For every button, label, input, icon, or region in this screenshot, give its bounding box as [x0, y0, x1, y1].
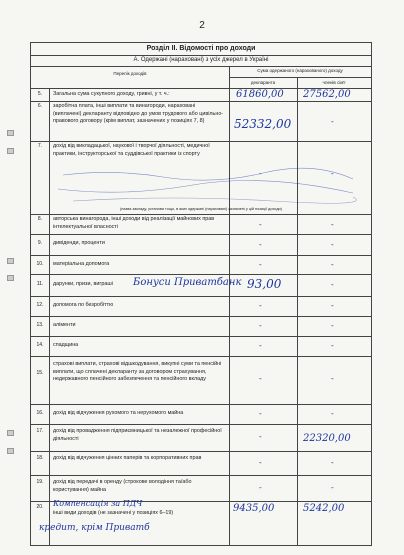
family-amount: 5242,00 [303, 503, 345, 514]
declarant-amount: - [259, 409, 262, 418]
declarant-amount: - [259, 374, 262, 383]
income-row-12 [31, 296, 371, 316]
institution-note: (назва закладу, установи тощо, в яких одержані (нараховані) зазначені у цій позиції доходи) [120, 207, 282, 211]
family-amount: - [331, 301, 334, 310]
row-number: 12. [36, 302, 44, 308]
row-number: 20. [36, 504, 44, 510]
row-number: 19. [36, 479, 44, 485]
binder-hole [7, 275, 14, 281]
family-amount: - [331, 374, 334, 383]
row-label: дивіденди, проценти [53, 240, 105, 246]
declarant-amount: - [259, 240, 262, 249]
row-label: допомога по безробіттю [53, 302, 114, 308]
declarant-amount: - [259, 341, 262, 350]
family-amount: - [331, 117, 334, 126]
row-number: 6. [37, 103, 43, 109]
row-number: 15. [36, 370, 44, 376]
row-label: дохід від викладацької, наукової і творчої діяльності, медичної практики, інструкторської та суддівської практики із спорту [53, 143, 210, 157]
family-amount: - [331, 240, 334, 249]
family-amount: - [331, 280, 334, 289]
page-number: 2 [199, 20, 205, 31]
row-number: 8. [37, 216, 43, 222]
family-amount: - [331, 321, 334, 330]
income-row-20 [31, 501, 371, 545]
row-label: дохід від провадження підприємницької та незалежної професійної діяльності [53, 428, 222, 442]
row-number: 18. [36, 455, 44, 461]
family-amount: - [331, 220, 334, 229]
row-label: Загальна сума сукупного доходу, гривні, у т. ч.: [53, 91, 170, 97]
row-number: 13. [36, 322, 44, 328]
declarant-amount: 61860,00 [236, 89, 284, 100]
family-amount: - [331, 409, 334, 418]
declarant-amount: - [259, 220, 262, 229]
family-amount: - [331, 458, 334, 467]
row-number: 5. [37, 91, 43, 97]
row-number: 16. [36, 410, 44, 416]
income-form [30, 42, 372, 546]
income-row-9 [31, 234, 371, 255]
row-number: 10. [36, 261, 44, 267]
income-row-6 [31, 101, 371, 141]
income-row-11 [31, 274, 371, 296]
binder-hole [7, 130, 14, 136]
section-title: Розділ ІІ. Відомості про доходи [31, 43, 371, 56]
income-row-17 [31, 424, 371, 451]
family-amount: 27562,00 [303, 89, 351, 100]
declarant-amount: 93,00 [247, 277, 282, 291]
header-family: членів сім'ї [322, 80, 346, 85]
row-label: дарунки, призи, виграші [53, 281, 113, 287]
header-amount: Сума одержаного (нарахованого) доходу [257, 68, 343, 73]
income-row-15 [31, 356, 371, 404]
binder-hole [7, 258, 14, 264]
declarant-amount: - [259, 301, 262, 310]
declarant-amount: - [259, 260, 262, 269]
handwritten-note: Компенсація за ПДЧ [53, 499, 143, 508]
family-amount: - [331, 260, 334, 269]
row-label: страхові виплати, страхові відшкодування, викупні суми та пенсійні виплати, що сплачені декларанту за договором страхування, недержавного пенсійного забезпечення та пенсійного вкладу [53, 361, 222, 382]
row-label: дохід від передачі в оренду (строкове володіння та/або користування) майна [53, 479, 192, 493]
handwritten-note: Бонуси Приватбанк [133, 277, 242, 288]
income-row-16 [31, 404, 371, 424]
income-row-14 [31, 336, 371, 356]
family-amount: - [331, 169, 334, 178]
declarant-amount: - [259, 321, 262, 330]
subsection-title: А. Одержані (нараховані) з усіх джерел в Україні [31, 55, 371, 67]
binder-hole [7, 430, 14, 436]
row-number: 14. [36, 342, 44, 348]
row-label: заробітна плата, інші виплати та винагороди, нараховані (виплачені) декларанту відповідно до умов трудового або цивільно-правового договору (крім виплат, зазначених у позиціях 7, 8) [53, 103, 224, 124]
row-label: матеріальна допомога [53, 261, 110, 267]
header-income-list: Перелік доходів [113, 71, 147, 76]
declarant-amount: - [259, 458, 262, 467]
declarant-amount: - [259, 169, 262, 178]
row-label: авторська винагорода, інші доходи від реалізації майнових прав інтелектуальної власності [53, 216, 215, 230]
crossed-out-scribble [53, 167, 365, 205]
row-label: спадщина [53, 342, 79, 348]
grid-line [229, 77, 371, 78]
row-number: 17. [36, 428, 44, 434]
income-row-13 [31, 316, 371, 336]
declarant-amount: - [259, 483, 262, 492]
family-amount: 22320,00 [303, 433, 351, 444]
income-row-5 [31, 88, 371, 101]
declarant-amount: 9435,00 [233, 503, 275, 514]
row-label: дохід від відчуження цінних паперів та корпоративних прав [53, 455, 202, 461]
income-row-7 [31, 141, 371, 207]
binder-hole [7, 448, 14, 454]
row-label: аліменти [53, 322, 76, 328]
income-row-8 [31, 214, 371, 234]
row-label: дохід від відчуження рухомого та нерухомого майна [53, 410, 184, 416]
row-label: інші види доходів (не зазначені у позиціях 6–19) [53, 510, 174, 516]
income-row-19 [31, 475, 371, 501]
binder-hole [7, 148, 14, 154]
income-row-18 [31, 451, 371, 475]
declarant-amount: - [259, 432, 262, 441]
income-row-10 [31, 255, 371, 274]
family-amount: - [331, 483, 334, 492]
row-number: 11. [36, 281, 44, 287]
declarant-amount: 52332,00 [234, 117, 292, 131]
family-amount: - [331, 341, 334, 350]
handwritten-continuation: кредит, крім Приватб [39, 523, 150, 533]
row-number: 7. [37, 143, 43, 149]
row-number: 9. [37, 240, 43, 246]
header-declarant: декларанта [250, 80, 276, 85]
